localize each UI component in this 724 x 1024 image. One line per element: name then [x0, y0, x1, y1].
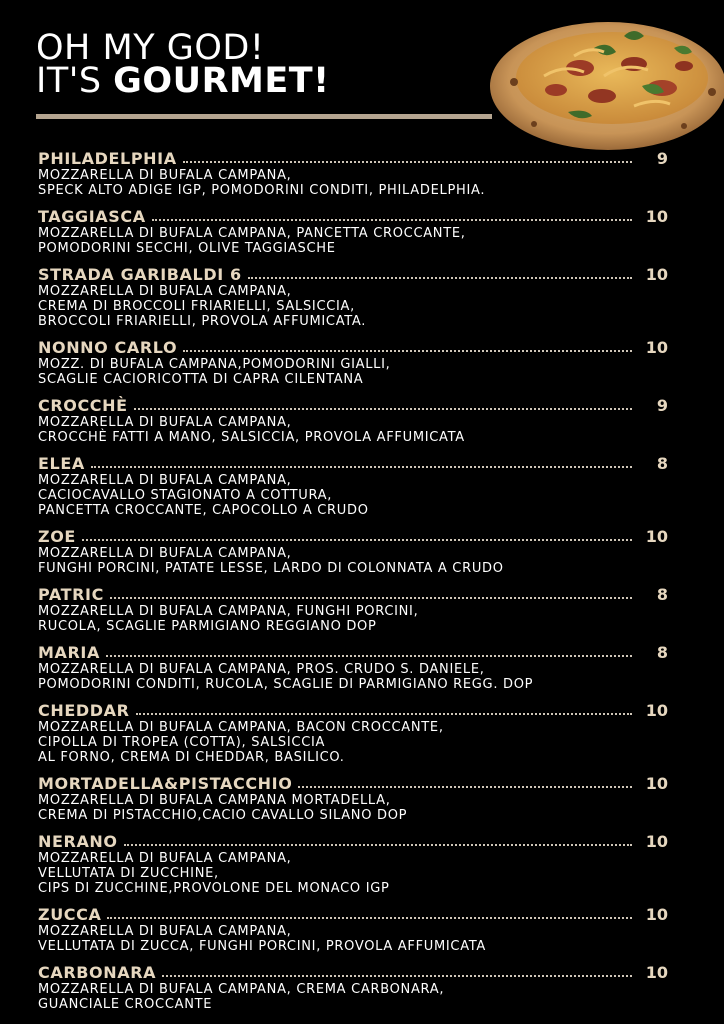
menu-item-price: 10 — [645, 207, 668, 226]
menu-item-header — [38, 702, 668, 720]
menu-item-description: CROCCHÈ FATTI A MANO, SALSICCIA, PROVOLA AFFUMICATA — [38, 430, 465, 445]
dot-leader — [298, 786, 632, 788]
menu-item-description: PANCETTA CROCCANTE, CAPOCOLLO A CRUDO — [38, 503, 369, 518]
menu-item-price: 10 — [645, 774, 668, 793]
menu-item-name: CROCCHÈ — [38, 396, 128, 415]
menu-item-name: ELEA — [38, 454, 85, 473]
title-line-2 — [36, 61, 506, 101]
dot-leader — [183, 350, 632, 352]
menu-item — [38, 906, 668, 954]
menu-item-description: CIPS DI ZUCCHINE,PROVOLONE DEL MONACO IGP — [38, 881, 390, 896]
menu-item-header — [38, 644, 668, 662]
menu-item — [38, 208, 668, 256]
menu-item-price: 10 — [645, 905, 668, 924]
menu-item-header — [38, 397, 668, 415]
menu-item-name: ZOE — [38, 527, 76, 546]
menu-item-header — [38, 339, 668, 357]
menu-item-description: VELLUTATA DI ZUCCHINE, — [38, 866, 219, 881]
dot-leader — [248, 277, 632, 279]
menu-item-price: 8 — [656, 454, 668, 473]
menu-item-description: MOZZARELLA DI BUFALA CAMPANA, — [38, 168, 292, 183]
menu-item-header — [38, 586, 668, 604]
menu-item-name: NONNO CARLO — [38, 338, 178, 357]
dot-leader — [107, 917, 632, 919]
menu-item-name: PATRIC — [38, 585, 104, 604]
menu-item-price: 8 — [656, 585, 668, 604]
header-divider — [36, 114, 492, 119]
menu-item — [38, 586, 668, 634]
menu-item-description: POMODORINI SECCHI, OLIVE TAGGIASCHE — [38, 241, 336, 256]
dot-leader — [124, 844, 632, 846]
menu-item-description: MOZZARELLA DI BUFALA CAMPANA, — [38, 546, 292, 561]
menu-item-description: MOZZARELLA DI BUFALA CAMPANA, — [38, 924, 292, 939]
dot-leader — [183, 161, 632, 163]
pizza-image — [484, 16, 724, 152]
menu-item-name: STRADA GARIBALDI 6 — [38, 265, 242, 284]
menu-item — [38, 150, 668, 198]
menu-item-header — [38, 906, 668, 924]
menu-item-description: MOZZARELLA DI BUFALA CAMPANA, BACON CROCCANTE, — [38, 720, 444, 735]
menu-item-description: SCAGLIE CACIORICOTTA DI CAPRA CILENTANA — [38, 372, 364, 387]
menu-item-header — [38, 455, 668, 473]
menu-item-description: MOZZARELLA DI BUFALA CAMPANA, — [38, 473, 292, 488]
menu-item-description: CIPOLLA DI TROPEA (COTTA), SALSICCIA — [38, 735, 326, 750]
menu-item-name: CHEDDAR — [38, 701, 130, 720]
menu-item-price: 10 — [645, 963, 668, 982]
dot-leader — [110, 597, 632, 599]
menu-item-price: 9 — [656, 149, 668, 168]
menu-item-header — [38, 833, 668, 851]
menu-item-header — [38, 150, 668, 168]
menu-item — [38, 964, 668, 1012]
menu-item-description: POMODORINI CONDITI, RUCOLA, SCAGLIE DI PARMIGIANO REGG. DOP — [38, 677, 534, 692]
menu-item-description: CREMA DI PISTACCHIO,CACIO CAVALLO SILANO DOP — [38, 808, 408, 823]
menu-item — [38, 833, 668, 896]
dot-leader — [136, 713, 632, 715]
menu-item-price: 9 — [656, 396, 668, 415]
menu-item-name: ZUCCA — [38, 905, 102, 924]
menu-item-description: MOZZ. DI BUFALA CAMPANA,POMODORINI GIALLI, — [38, 357, 391, 372]
menu-item-price: 8 — [656, 643, 668, 662]
menu-item-name: MORTADELLA&PISTACCHIO — [38, 774, 293, 793]
dot-leader — [106, 655, 632, 657]
menu-item — [38, 397, 668, 445]
menu-item — [38, 644, 668, 692]
title-text-1: OH MY GOD! — [36, 28, 265, 68]
dot-leader — [91, 466, 632, 468]
menu-item-name: NERANO — [38, 832, 118, 851]
title-text-2-prefix: IT'S — [36, 61, 114, 101]
menu-item-description: FUNGHI PORCINI, PATATE LESSE, LARDO DI COLONNATA A CRUDO — [38, 561, 504, 576]
menu-item — [38, 528, 668, 576]
menu-item-price: 10 — [645, 832, 668, 851]
menu-item-description: MOZZARELLA DI BUFALA CAMPANA, CREMA CARBONARA, — [38, 982, 445, 997]
menu-item-description: CACIOCAVALLO STAGIONATO A COTTURA, — [38, 488, 333, 503]
menu-item — [38, 455, 668, 518]
menu-item-description: MOZZARELLA DI BUFALA CAMPANA, PROS. CRUDO S. DANIELE, — [38, 662, 485, 677]
menu-item-price: 10 — [645, 701, 668, 720]
menu-item-description: VELLUTATA DI ZUCCA, FUNGHI PORCINI, PROVOLA AFFUMICATA — [38, 939, 487, 954]
dot-leader — [82, 539, 632, 541]
menu-item-header — [38, 964, 668, 982]
menu-item — [38, 339, 668, 387]
menu-item-name: CARBONARA — [38, 963, 157, 982]
dot-leader — [162, 975, 632, 977]
menu-item — [38, 702, 668, 765]
menu-item-description: GUANCIALE CROCCANTE — [38, 997, 213, 1012]
dot-leader — [152, 219, 632, 221]
menu-item-header — [38, 775, 668, 793]
menu-header — [36, 28, 506, 101]
menu-item-description: MOZZARELLA DI BUFALA CAMPANA, FUNGHI PORCINI, — [38, 604, 419, 619]
menu-item — [38, 266, 668, 329]
menu-item-description: AL FORNO, CREMA DI CHEDDAR, BASILICO. — [38, 750, 345, 765]
menu-item-name: TAGGIASCA — [38, 207, 146, 226]
menu-item-description: MOZZARELLA DI BUFALA CAMPANA, — [38, 284, 292, 299]
dot-leader — [134, 408, 632, 410]
menu-item-description: MOZZARELLA DI BUFALA CAMPANA, — [38, 415, 292, 430]
menu-item-header — [38, 528, 668, 546]
menu-item-description: MOZZARELLA DI BUFALA CAMPANA, — [38, 851, 292, 866]
menu-item-description: MOZZARELLA DI BUFALA CAMPANA, PANCETTA CROCCANTE, — [38, 226, 466, 241]
menu-item-description: CREMA DI BROCCOLI FRIARIELLI, SALSICCIA, — [38, 299, 355, 314]
menu-item-description: SPECK ALTO ADIGE IGP, POMODORINI CONDITI, PHILADELPHIA. — [38, 183, 486, 198]
menu-item-header — [38, 266, 668, 284]
menu-item-description: MOZZARELLA DI BUFALA CAMPANA MORTADELLA, — [38, 793, 391, 808]
menu-item — [38, 775, 668, 823]
menu-item-price: 10 — [645, 265, 668, 284]
title-text-2-bold: GOURMET! — [113, 61, 330, 101]
menu-item-description: BROCCOLI FRIARIELLI, PROVOLA AFFUMICATA. — [38, 314, 367, 329]
menu-item-name: MARIA — [38, 643, 100, 662]
menu-item-header — [38, 208, 668, 226]
menu-item-price: 10 — [645, 338, 668, 357]
menu-item-name: PHILADELPHIA — [38, 149, 177, 168]
menu-item-description: RUCOLA, SCAGLIE PARMIGIANO REGGIANO DOP — [38, 619, 377, 634]
menu-item-price: 10 — [645, 527, 668, 546]
